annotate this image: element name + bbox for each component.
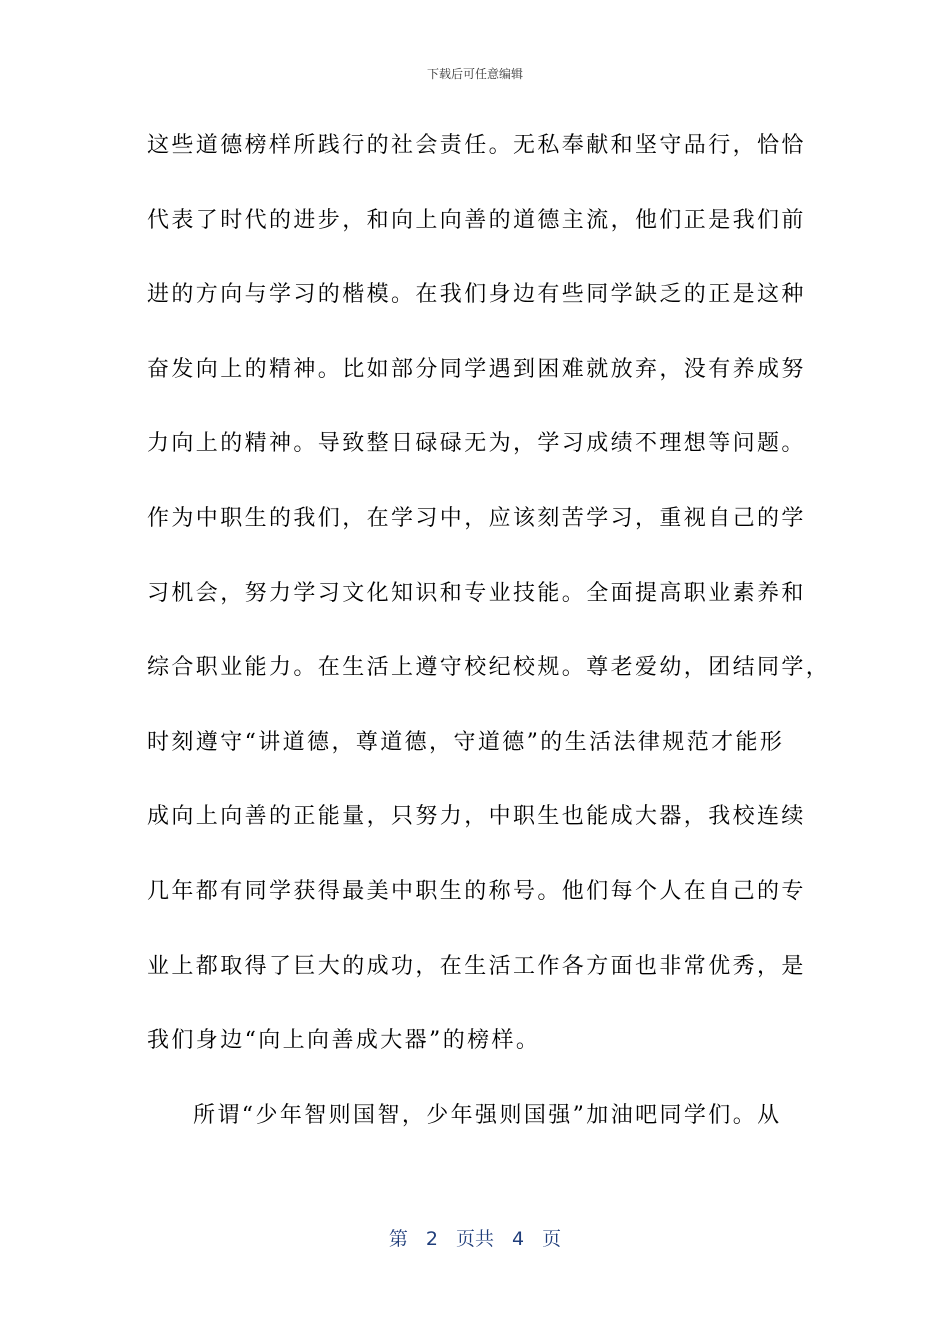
text-line: 我们身边“向上向善成大器”的榜样。: [147, 1028, 541, 1054]
footer-prefix: 第: [388, 1228, 408, 1250]
text-line: 力向上的精神。导致整日碌碌无为，学习成绩不理想等问题。: [147, 431, 806, 457]
text-line: 习机会，努力学习文化知识和专业技能。全面提高职业素养和: [147, 580, 806, 606]
header-note: 下载后可任意编辑: [426, 67, 523, 81]
text-line: 这些道德榜样所践行的社会责任。无私奉献和坚守品行，恰恰: [147, 133, 806, 158]
document-body: [147, 124, 831, 1168]
text-line: 作为中职生的我们，在学习中，应该刻苦学习，重视自己的学: [147, 505, 806, 531]
text-line: 奋发向上的精神。比如部分同学遇到困难就放弃，没有养成努: [147, 356, 806, 382]
page-number-footer: [0, 1226, 950, 1252]
paragraph-start-line: 所谓“少年智则国智，少年强则国强”加油吧同学们。从: [193, 1102, 782, 1128]
text-line: 进的方向与学习的楷模。在我们身边有些同学缺乏的正是这种: [147, 282, 806, 308]
text-line: 代表了时代的进步，和向上向善的道德主流，他们正是我们前: [147, 207, 806, 233]
text-line: 业上都取得了巨大的成功，在生活工作各方面也非常优秀，是: [147, 953, 806, 979]
text-line: 综合职业能力。在生活上遵守校纪校规。尊老爱幼，团结同学，: [147, 655, 831, 681]
current-page-number: 2: [425, 1228, 438, 1250]
text-line: 成向上向善的正能量，只努力，中职生也能成大器，我校连续: [147, 804, 806, 830]
footer-suffix: 页: [542, 1228, 562, 1250]
total-pages-number: 4: [512, 1228, 525, 1250]
footer-middle: 页共: [455, 1228, 494, 1250]
text-line: 时刻遵守“讲道德，尊道德，守道德”的生活法律规范才能形: [147, 729, 785, 755]
text-line: 几年都有同学获得最美中职生的称号。他们每个人在自己的专: [147, 878, 806, 904]
